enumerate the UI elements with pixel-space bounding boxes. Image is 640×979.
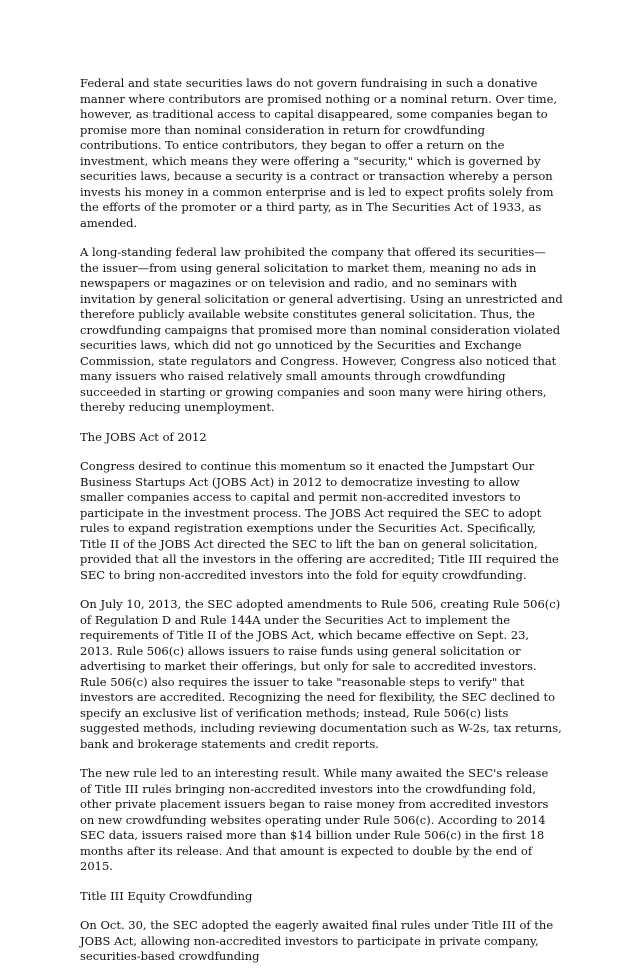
paragraph-title-iii: On Oct. 30, the SEC adopted the eagerly awaited final rules under Title III of the JOBS Act, allowing non-accredited investors to participate in private company, securities-based crowdfunding [80,918,554,963]
paragraph-rule-506c: On July 10, 2013, the SEC adopted amendments to Rule 506, creating Rule 506(c) of Regulation D and Rule 144A under the Securities Act to implement the requirements of Title II of the JOBS Act, which became effective on Sept. 23, 2013. Rule 506(c) allows issuers to raise funds using general solicitation or advertising to market their offerings, but only for sale to accredited investors. Rule 506(c) also requires the issuer to take "reasonable steps to verify" that investors are accredited. Recognizing the need for flexibility, the SEC declined to specify an exclusive list of verification methods; instead, Rule 506(c) lists suggested methods, including reviewing documentation such as W-2s, tax returns, bank and brokerage statements and credit reports. [80,597,562,751]
section-heading-jobs-act: The JOBS Act of 2012 [80,429,207,444]
paragraph-new-rule-result: The new rule led to an interesting result. While many awaited the SEC's release of Title III rules bringing non-accredited investors into the crowdfunding fold, other private placement issuers began to raise money from accredited investors on new crowdfunding websites operating under Rule 506(c). According to 2014 SEC data, issuers raised more than $14 billion under Rule 506(c) in the first 18 months after its release. And that amount is expected to double by the end of 2015. [80,766,549,873]
paragraph-jobs-act: Congress desired to continue this momentum so it enacted the Jumpstart Our Business Startups Act (JOBS Act) in 2012 to democratize investing to allow smaller companies access to capital and permit non-accredited investors to participate in the investment process. The JOBS Act required the SEC to adopt rules to expand registration exemptions under the Securities Act. Specifically, Title II of the JOBS Act directed the SEC to lift the ban on general solicitation, provided that all the investors in the offering are accredited; Title III required the SEC to bring non-accredited investors into the fold for equity crowdfunding. [80,459,559,582]
section-heading-title-iii: Title III Equity Crowdfunding [80,888,253,903]
document-body [80,76,563,979]
paragraph-general-solicitation: A long-standing federal law prohibited the company that offered its securities—the issuer—from using general solicitation to market them, meaning no ads in newspapers or magazines or on television and radio, and no seminars with invitation by general solicitation or general advertising. Using an unrestricted and therefore publicly available website constitutes general solicitation. Thus, the crowdfunding campaigns that promised more than nominal consideration violated securities laws, which did not go unnoticed by the Securities and Exchange Commission, state regulators and Congress. However, Congress also noticed that many issuers who raised relatively small amounts through crowdfunding succeeded in starting or growing companies and soon many were hiring others, thereby reducing unemployment. [80,245,563,414]
paragraph-donative-fundraising: Federal and state securities laws do not govern fundraising in such a donative manner where contributors are promised nothing or a nominal return. Over time, however, as traditional access to capital disappeared, some companies began to promise more than nominal consideration in return for crowdfunding contributions. To entice contributors, they began to offer a return on the investment, which means they were offering a "security," which is governed by securities laws, because a security is a contract or transaction whereby a person invests his money in a common enterprise and is led to expect profits solely from the efforts of the promoter or a third party, as in The Securities Act of 1933, as amended. [80,76,558,230]
